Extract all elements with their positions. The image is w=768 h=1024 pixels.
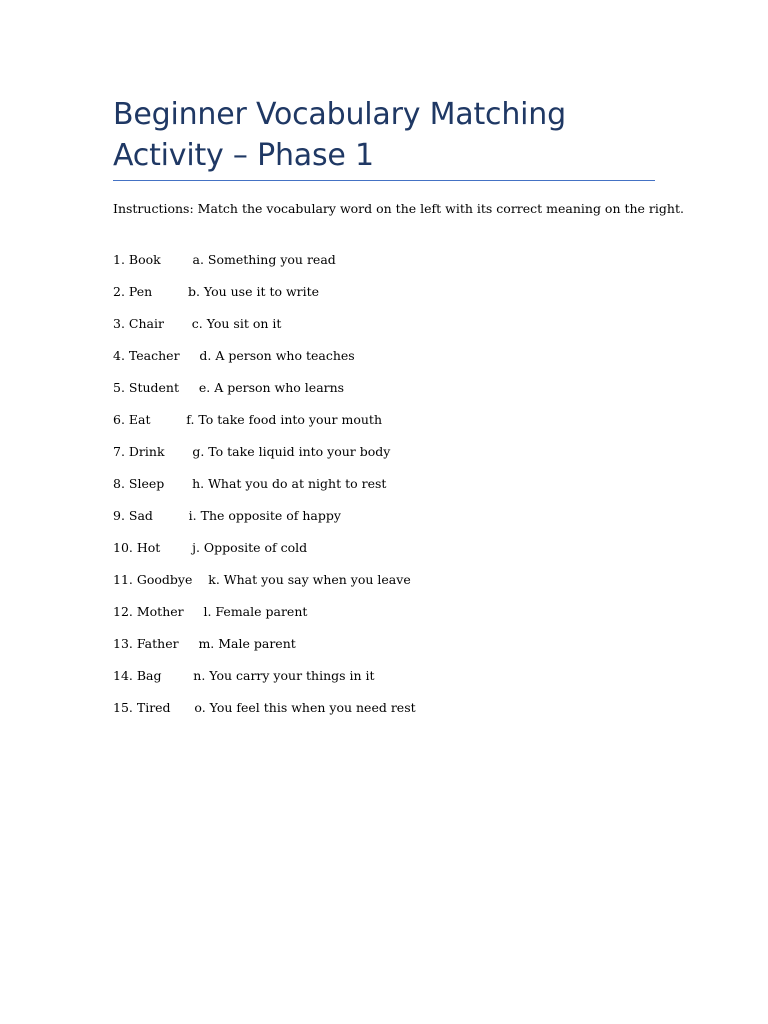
list-item: 1. Book a. Something you read [113, 252, 336, 267]
list-item: 11. Goodbye k. What you say when you leave [113, 572, 411, 587]
list-item: 10. Hot j. Opposite of cold [113, 540, 308, 555]
list-item: 15. Tired o. You feel this when you need rest [113, 700, 416, 715]
list-item: 7. Drink g. To take liquid into your body [113, 444, 391, 459]
list-item: 9. Sad i. The opposite of happy [113, 508, 341, 523]
page-title: Beginner Vocabulary Matching Activity – Phase 1 [113, 97, 566, 173]
list-item: 6. Eat f. To take food into your mouth [113, 412, 382, 427]
list-item: 8. Sleep h. What you do at night to rest [113, 476, 387, 491]
list-item: 14. Bag n. You carry your things in it [113, 668, 375, 683]
list-item: 2. Pen b. You use it to write [113, 284, 320, 299]
title-underline [113, 180, 655, 181]
list-item: 5. Student e. A person who learns [113, 380, 345, 395]
instructions-text: Instructions: Match the vocabulary word on the left with its correct meaning on the right. [113, 201, 684, 216]
list-item: 13. Father m. Male parent [113, 636, 296, 651]
list-item: 4. Teacher d. A person who teaches [113, 348, 355, 363]
list-item: 3. Chair c. You sit on it [113, 316, 282, 331]
matching-list [113, 251, 416, 731]
list-item: 12. Mother l. Female parent [113, 604, 308, 619]
